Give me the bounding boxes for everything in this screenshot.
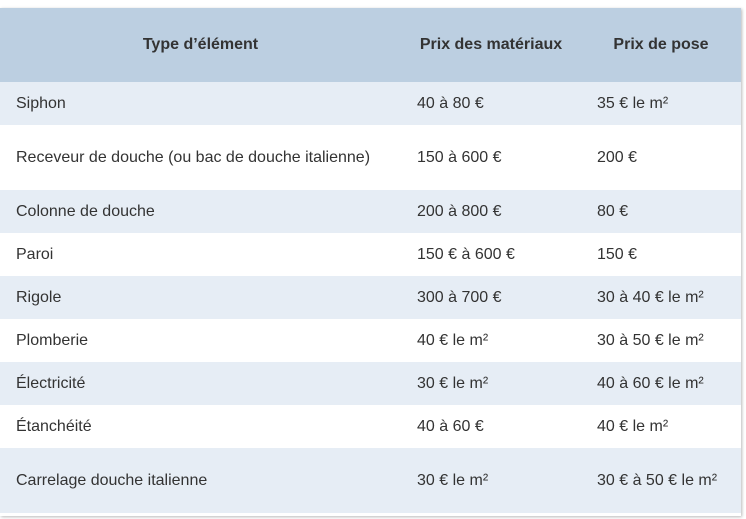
cell-type: Siphon [16,94,66,112]
cell-material-price: 30 € le m² [417,471,489,489]
cell-installation-price: 30 à 50 € le m² [597,331,704,349]
cell-type: Paroi [16,245,54,263]
cell-type: Rigole [16,288,62,306]
cell-installation-price: 200 € [597,148,638,166]
cell-material-price: 40 à 60 € [417,417,484,435]
cell-material-price: 200 à 800 € [417,202,502,220]
cell-installation-price: 150 € [597,245,638,263]
header-installation-price: Prix de pose [613,36,709,53]
cell-type: Électricité [16,374,86,392]
cell-type: Plomberie [16,331,89,349]
header-type: Type d’élément [142,36,259,53]
table-row [0,125,741,190]
cell-installation-price: 35 € le m² [597,94,669,112]
table-row [0,233,741,276]
price-table [0,8,741,513]
header-material-price: Prix des matériaux [419,36,563,53]
cell-installation-price: 80 € [597,202,629,220]
cell-material-price: 30 € le m² [417,374,489,392]
cell-material-price: 300 à 700 € [417,288,502,306]
table-header [0,8,741,82]
table-row [0,276,741,319]
cell-material-price: 150 € à 600 € [417,245,515,263]
table-row [0,319,741,362]
table-row [0,405,741,448]
cell-type: Étanchéité [16,417,92,435]
cell-type: Carrelage douche italienne [16,471,208,489]
header-row [0,8,741,82]
cell-installation-price: 40 à 60 € le m² [597,374,704,392]
cell-material-price: 150 à 600 € [417,148,502,166]
cell-installation-price: 30 € à 50 € le m² [597,471,718,489]
table-row [0,362,741,405]
cell-material-price: 40 à 80 € [417,94,484,112]
table-body [0,82,741,513]
cell-type: Colonne de douche [16,202,155,220]
table-row [0,82,741,125]
cell-installation-price: 30 à 40 € le m² [597,288,704,306]
cell-material-price: 40 € le m² [417,331,489,349]
cell-installation-price: 40 € le m² [597,417,669,435]
price-table-container [0,8,741,516]
table-row [0,448,741,513]
table-row [0,190,741,233]
cell-type: Receveur de douche (ou bac de douche italienne) [16,148,371,166]
